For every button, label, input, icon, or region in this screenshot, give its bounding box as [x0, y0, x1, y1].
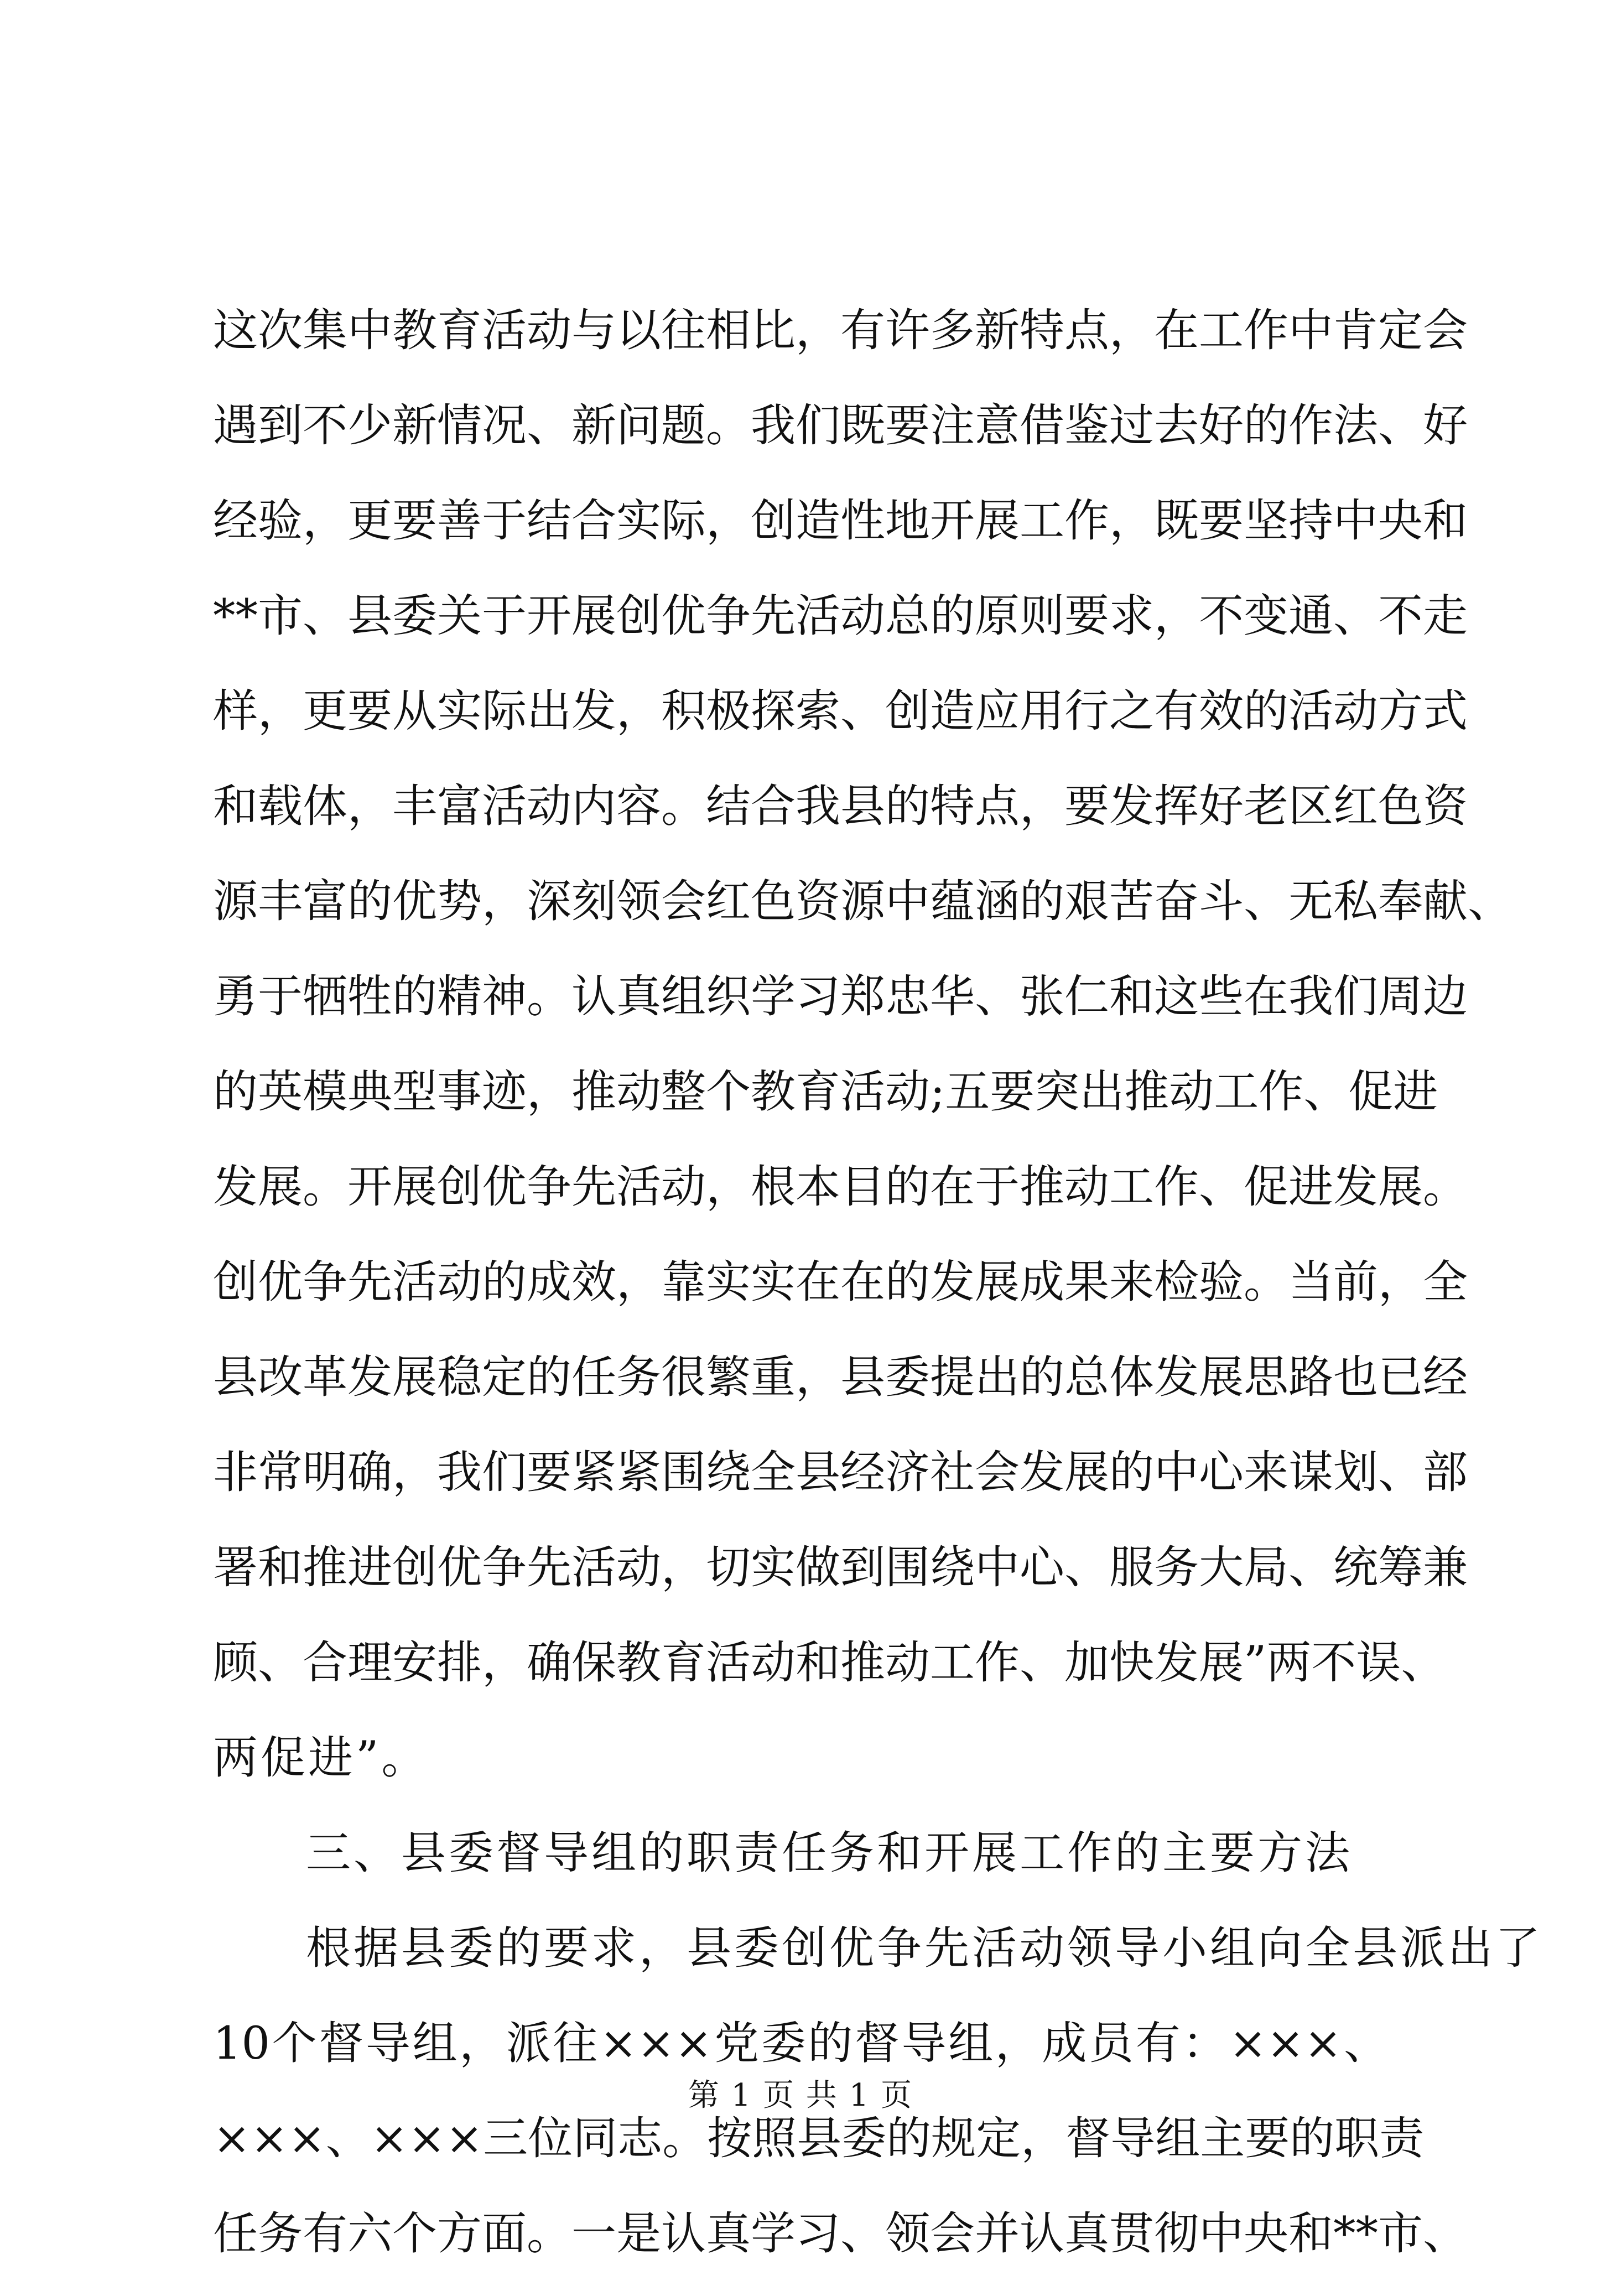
page-footer — [0, 2074, 1601, 2118]
section-heading: 三、县委督导组的职责任务和开展工作的主要方法 — [306, 1827, 1353, 1879]
text-line: 10个督导组，派往×××党委的督导组，成员有：×××、 — [213, 2018, 1389, 2070]
text-line: 署和推进创优争先活动，切实做到围绕中心、服务大局、统筹兼 — [213, 1542, 1468, 1594]
text-line: 遇到不少新情况、新问题。我们既要注意借鉴过去好的作法、好 — [213, 400, 1468, 452]
text-line: 样，更要从实际出发，积极探索、创造应用行之有效的活动方式 — [213, 685, 1468, 737]
text-line: 和载体，丰富活动内容。结合我县的特点，要发挥好老区红色资 — [213, 781, 1468, 833]
text-line: 两促进”。 — [213, 1732, 429, 1784]
page-number: 第 1 页 共 1 页 — [688, 2077, 913, 2113]
text-line: 勇于牺牲的精神。认真组织学习郑忠华、张仁和这些在我们周边 — [213, 971, 1468, 1023]
text-line: 创优争先活动的成效，靠实实在在的发展成果来检验。当前，全 — [213, 1256, 1468, 1308]
text-line: 发展。开展创优争先活动，根本目的在于推动工作、促进发展。 — [213, 1161, 1468, 1213]
text-line: 经验，更要善于结合实际，创造性地开展工作，既要坚持中央和 — [213, 495, 1468, 547]
text-line: 县改革发展稳定的任务很繁重，县委提出的总体发展思路也已经 — [213, 1352, 1468, 1404]
text-line: 非常明确，我们要紧紧围绕全县经济社会发展的中心来谋划、部 — [213, 1447, 1468, 1499]
text-line: 任务有六个方面。一是认真学习、领会并认真贯彻中央和**市、 — [213, 2208, 1468, 2260]
text-line: 这次集中教育活动与以往相比，有许多新特点，在工作中肯定会 — [213, 305, 1468, 357]
text-line: 的英模典型事迹，推动整个教育活动;五要突出推动工作、促进 — [213, 1066, 1438, 1118]
document-body — [213, 298, 1543, 2296]
text-line: 源丰富的优势，深刻领会红色资源中蕴涵的艰苦奋斗、无私奉献、 — [213, 876, 1513, 928]
text-line: 根据县委的要求，县委创优争先活动领导小组向全县派出了 — [306, 1923, 1543, 1975]
text-line: 顾、合理安排，确保教育活动和推动工作、加快发展”两不误、 — [213, 1637, 1446, 1689]
text-line: **市、县委关于开展创优争先活动总的原则要求，不变通、不走 — [213, 590, 1468, 642]
text-line: ×××、×××三位同志。按照县委的规定，督导组主要的职责 — [213, 2113, 1425, 2165]
